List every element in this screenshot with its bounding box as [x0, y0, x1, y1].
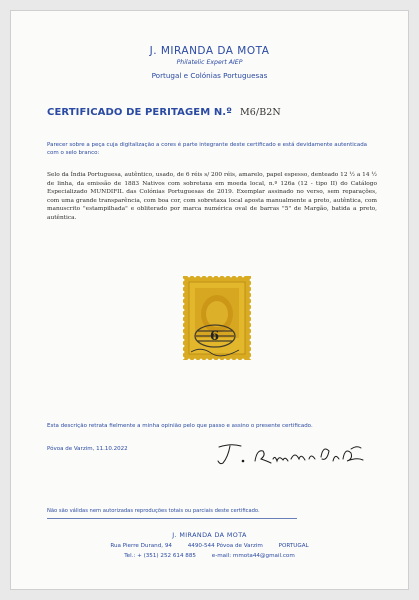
certificate-title: [47, 107, 281, 118]
place-and-date: Póvoa de Varzim, 11.10.2022: [47, 446, 128, 452]
expert-name: J. MIRANDA DA MOTA: [149, 45, 270, 57]
footer-street: Rua Pierre Durand, 94: [110, 543, 172, 549]
reproduction-notice: Não são válidas nem autorizadas reproduções totais ou parciais deste certificado.: [47, 508, 260, 514]
footer-postal: 4490-544 Póvoa de Varzim: [187, 543, 263, 549]
footer-name: J. MIRANDA DA MOTA: [172, 531, 247, 539]
footer: [11, 531, 408, 559]
stamp-image: [181, 274, 253, 362]
stamp-description: Selo da Índia Portuguesa, autêntico, usado, de 6 réis s/ 200 réis, amarelo, papel espesso, denteado 12 ½ a 14 ½ de linha, da emissão de 1883 Nativos com sobretaxa em moeda local, n.º 126a (12 - tipo II) do Catálogo Especializado MUNDIFIL das Colónias Portuguesas de 2019. Exemplar assinado no verso, sem reparações, com uma grande transparência, com boa cor, com sobretaxa local aposta manualmente a preto, autêntica, com manuscrito "estampilhada" e obliterado por marca numérica oval de barras "5" de Margão, batida a preto, autêntica.: [47, 172, 377, 221]
footer-address: [11, 543, 408, 549]
signature-icon: [211, 437, 371, 471]
stamp-icon: [181, 274, 253, 362]
svg-text:6: 6: [210, 329, 220, 344]
footer-country: PORTUGAL: [278, 543, 309, 549]
intro-text: Parecer sobre a peça cuja digitalização a cores é parte integrante deste certificado e está devidamente autenticada com o selo branco:: [47, 142, 368, 157]
footer-email: e-mail: mmota44@gmail.com: [211, 553, 295, 559]
closing-statement: Esta descrição retrata fielmente a minha opinião pelo que passo e assino o presente certificado.: [47, 423, 313, 429]
signature: [211, 437, 371, 471]
letterhead: [11, 45, 408, 80]
footer-contact: [11, 553, 408, 559]
expert-credential: Philatelic Expert AIEP: [176, 59, 243, 66]
footer-phone: Tel.: + (351) 252 614 885: [124, 553, 196, 559]
certificate-page: [10, 10, 409, 590]
certificate-title-label: CERTIFICADO DE PERITAGEM N.º: [47, 107, 232, 118]
divider: [47, 518, 297, 519]
expert-specialty: Portugal e Colónias Portuguesas: [151, 71, 268, 80]
certificate-number: M6/B2N: [239, 107, 281, 118]
